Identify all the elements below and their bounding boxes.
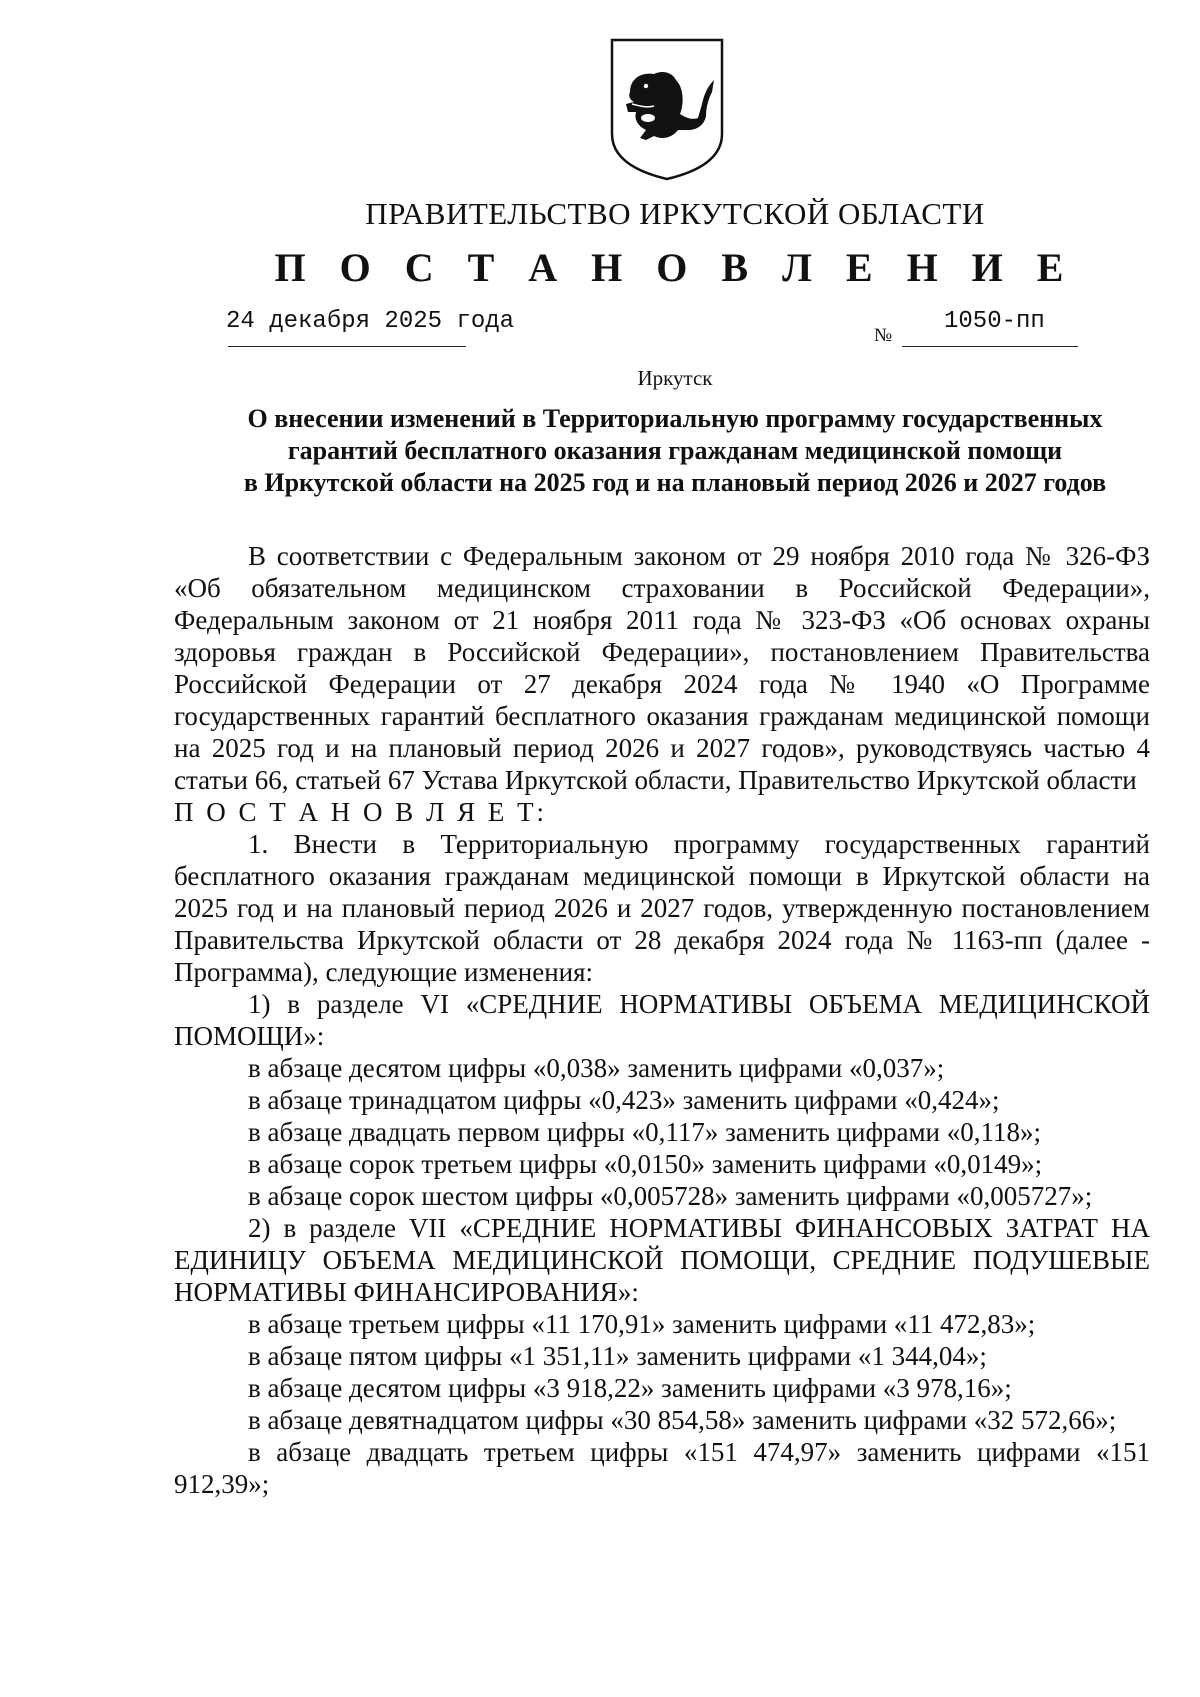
date-underline xyxy=(228,346,466,347)
amendment-item: в абзаце третьем цифры «11 170,91» заменить цифрами «11 472,83»; xyxy=(248,1309,1036,1339)
document-number: 1050-пп xyxy=(944,308,1045,335)
subpoint-2-heading: 2) в разделе VII «СРЕДНИЕ НОРМАТИВЫ ФИНАНСОВЫХ ЗАТРАТ НА ЕДИНИЦУ ОБЪЕМА МЕДИЦИНСКОЙ ПОМОЩИ, СРЕДНИЕ ПОДУШЕВЫЕ НОРМАТИВЫ ФИНАНСИРОВАНИЯ»: xyxy=(174,1213,1150,1307)
document-city: Иркутск xyxy=(637,366,713,390)
number-underline xyxy=(902,346,1078,347)
subject-line: гарантий бесплатного оказания гражданам медицинской помощи xyxy=(287,436,1063,465)
preamble-paragraph: В соответствии с Федеральным законом от 29 ноября 2010 года № 326-ФЗ «Об обязательном медицинском страховании в Российской Федерации», Федеральным законом от 21 ноября 2011 года № 323-ФЗ «Об основах охраны здоровья граждан в Российской Федерации», постановлением Правительства Российской Федерации от 27 декабря 2024 года № 1940 «О Программе государственных гарантий бесплатного оказания гражданам медицинской помощи на 2025 год и на плановый период 2026 и 2027 годов», руководствуясь частью 4 статьи 66, статьей 67 Устава Иркутской области, Правительство Иркутской области xyxy=(174,541,1150,795)
government-title: ПРАВИТЕЛЬСТВО ИРКУТСКОЙ ОБЛАСТИ xyxy=(365,196,985,231)
amendment-item: в абзаце пятом цифры «1 351,11» заменить цифрами «1 344,04»; xyxy=(248,1341,987,1371)
subject-line: в Иркутской области на 2025 год и на плановый период 2026 и 2027 годов xyxy=(243,468,1107,497)
amendment-item: в абзаце сорок шестом цифры «0,005728» заменить цифрами «0,005727»; xyxy=(248,1181,1093,1211)
amendment-item: в абзаце девятнадцатом цифры «30 854,58» заменить цифрами «32 572,66»; xyxy=(248,1405,1117,1435)
document-subject xyxy=(175,403,1175,499)
document-body xyxy=(174,540,1150,1500)
number-sign: № xyxy=(874,325,893,346)
amendment-item: в абзаце двадцать первом цифры «0,117» заменить цифрами «0,118»; xyxy=(248,1117,1041,1147)
subject-line: О внесении изменений в Территориальную программу государственных xyxy=(247,404,1103,433)
amendment-item: в абзаце десятом цифры «0,038» заменить цифрами «0,037»; xyxy=(248,1053,945,1083)
resolves-heading: П О С Т А Н О В Л Я Е Т: xyxy=(174,797,548,827)
subpoint-1-heading: 1) в разделе VI «СРЕДНИЕ НОРМАТИВЫ ОБЪЕМА МЕДИЦИНСКОЙ ПОМОЩИ»: xyxy=(174,989,1150,1051)
amendment-item: в абзаце двадцать третьем цифры «151 474,97» заменить цифрами «151 912,39»; xyxy=(174,1437,1150,1499)
coat-of-arms-icon xyxy=(606,34,728,182)
amendment-item: в абзаце десятом цифры «3 918,22» заменить цифрами «3 978,16»; xyxy=(248,1373,1012,1403)
point-1-paragraph: 1. Внести в Территориальную программу государственных гарантий бесплатного оказания гражданам медицинской помощи в Иркутской области на 2025 год и на плановый период 2026 и 2027 годов, утвержденную постановлением Правительства Иркутской области от 28 декабря 2024 года № 1163-пп (далее - Программа), следующие изменения: xyxy=(174,829,1150,987)
amendment-item: в абзаце тринадцатом цифры «0,423» заменить цифрами «0,424»; xyxy=(248,1085,1000,1115)
amendment-item: в абзаце сорок третьем цифры «0,0150» заменить цифрами «0,0149»; xyxy=(248,1149,1043,1179)
document-type-title: П О С Т А Н О В Л Е Н И Е xyxy=(274,245,1076,290)
document-date: 24 декабря 2025 года xyxy=(226,308,515,335)
